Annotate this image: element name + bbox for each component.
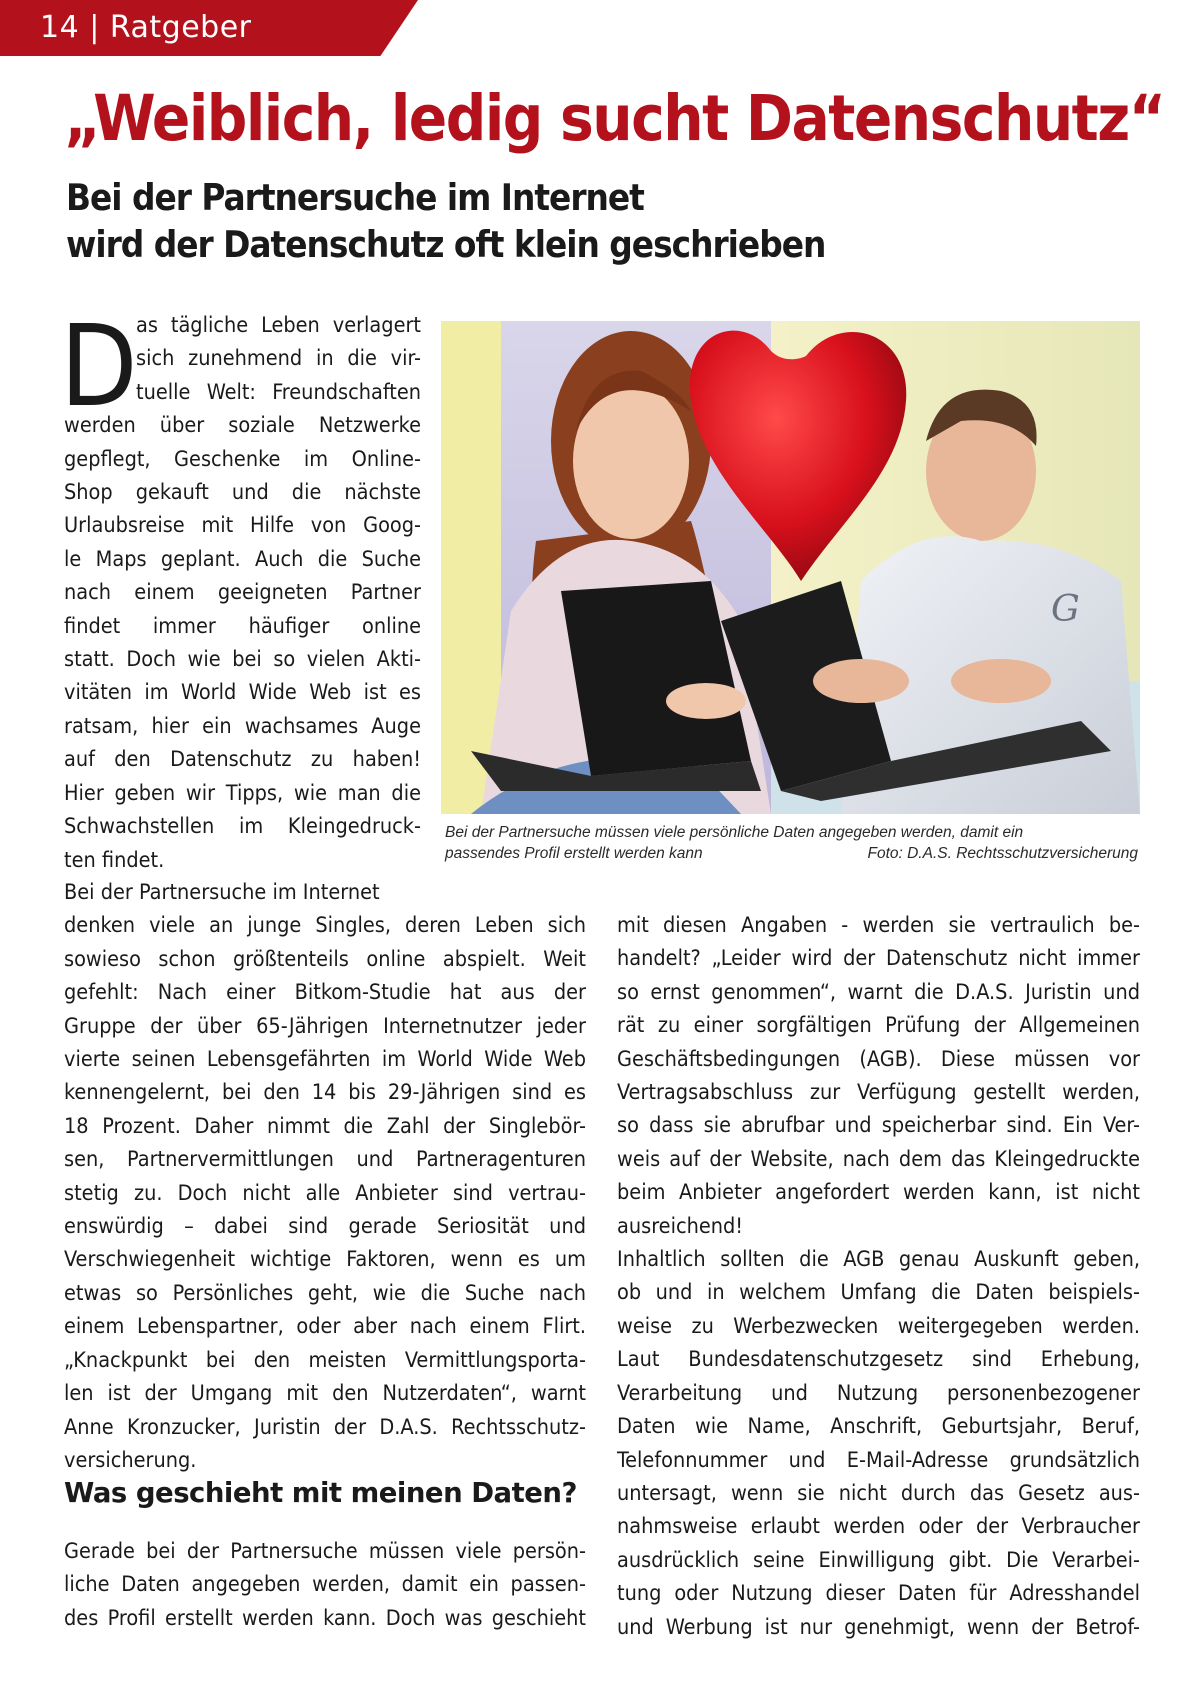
- intro-column: [60, 302, 421, 877]
- article-headline: „Weiblich, ledig sucht Datenschutz“: [64, 82, 1165, 155]
- body-line: gefehlt: Nach einer Bitkom-Studie hat aus der: [64, 980, 586, 1006]
- body-line: ausreichend!: [617, 1213, 744, 1239]
- body-line: versicherung.: [64, 1447, 197, 1473]
- caption-line: Bei der Partnersuche müssen viele persönliche Daten angegeben werden, damit ein: [445, 824, 1024, 841]
- intro-line: tuelle Welt: Freundschaften: [136, 379, 421, 405]
- body-line: untersagt, wenn sie nicht durch das Gesetz aus-: [617, 1480, 1140, 1506]
- subhead-line: Bei der Partnersuche im Internet: [66, 176, 644, 219]
- body-line: Verarbeitung und Nutzung personenbezogener: [617, 1380, 1140, 1406]
- body-line: mit diesen Angaben - werden sie vertraulich be-: [617, 913, 1140, 938]
- left-column: [64, 876, 586, 1477]
- photo-credit: Foto: D.A.S. Rechtsschutzversicherung: [867, 845, 1138, 862]
- body-line: stetig zu. Doch nicht alle Anbieter sind vertrau-: [64, 1180, 586, 1206]
- article-photo: [441, 321, 1140, 814]
- caption-text: passendes Profil erstellt werden kann: [445, 845, 703, 862]
- body-line: tung oder Nutzung dieser Daten für Adresshandel: [617, 1581, 1140, 1607]
- intro-line: findet immer häufiger online: [64, 613, 421, 639]
- subhead-line: wird der Datenschutz oft klein geschrieben: [66, 223, 826, 267]
- intro-line: nach einem geeigneten Partner: [64, 580, 421, 606]
- section-column: [64, 1535, 586, 1635]
- body-line: Anne Kronzucker, Juristin der D.A.S. Rechtsschutz-: [64, 1414, 586, 1440]
- body-line: beim Anbieter angefordert werden kann, ist nicht: [617, 1180, 1140, 1206]
- body-line: Gruppe der über 65-Jährigen Internetnutzer jeder: [64, 1013, 586, 1039]
- intro-line: Urlaubsreise mit Hilfe von Goog-: [64, 513, 421, 539]
- body-line: einem Lebenspartner, oder aber nach einem Flirt.: [64, 1314, 586, 1340]
- body-line: ausdrücklich seine Einwilligung gibt. Die Verarbei-: [617, 1547, 1140, 1573]
- intro-line: ratsam, hier ein wachsames Auge: [64, 713, 421, 739]
- drop-cap: D: [60, 302, 138, 432]
- body-line: Telefonnummer und E-Mail-Adresse grundsätzlich: [617, 1447, 1140, 1473]
- body-line: des Profil erstellt werden kann. Doch was geschieht: [64, 1605, 586, 1631]
- body-line: liche Daten angegeben werden, damit ein passen-: [64, 1572, 586, 1598]
- caption-line: [445, 843, 1138, 864]
- couple-laptops-photo-illustration: [441, 321, 1140, 814]
- body-line: denken viele an junge Singles, deren Leben sich: [64, 913, 586, 939]
- body-line: Gerade bei der Partnersuche müssen viele persön-: [64, 1539, 586, 1564]
- right-column: [617, 909, 1140, 1644]
- body-line: nahmsweise erlaubt werden oder der Verbraucher: [617, 1514, 1140, 1540]
- body-line: len ist der Umgang mit den Nutzerdaten“, warnt: [64, 1381, 586, 1407]
- body-line: weis auf der Website, nach dem das Kleingedruckte: [617, 1146, 1140, 1172]
- intro-line: werden über soziale Netzwerke: [64, 413, 421, 439]
- article-subhead: [66, 174, 966, 269]
- body-line: sen, Partnervermittlungen und Partneragenturen: [64, 1147, 586, 1173]
- intro-line: ten findet.: [64, 847, 165, 873]
- body-line: enswürdig – dabei sind gerade Seriosität und: [64, 1214, 586, 1240]
- body-line: vierte seinen Lebensgefährten im World Wide Web: [64, 1047, 586, 1073]
- intro-line: sich zunehmend in die vir-: [136, 346, 421, 372]
- body-line: Inhaltlich sollten die AGB genau Auskunft geben,: [617, 1247, 1140, 1273]
- intro-line: Schwachstellen im Kleingedruck-: [64, 814, 421, 840]
- shirt-monogram: G: [1051, 589, 1080, 630]
- intro-line: as tägliche Leben verlagert: [136, 313, 421, 338]
- body-line: so dass sie abrufbar und speicherbar sind. Ein Ver-: [617, 1113, 1140, 1139]
- photo-caption: [445, 822, 1138, 864]
- intro-line: le Maps geplant. Auch die Suche: [64, 546, 421, 572]
- intro-line: vitäten im World Wide Web ist es: [64, 680, 421, 706]
- body-line: Verschwiegenheit wichtige Faktoren, wenn es um: [64, 1247, 586, 1273]
- body-line: weise zu Werbezwecken weitergegeben werden.: [617, 1313, 1140, 1339]
- body-line: Daten wie Name, Anschrift, Geburtsjahr, Beruf,: [617, 1414, 1140, 1440]
- body-line: ob und in welchem Umfang die Daten beispiels-: [617, 1280, 1140, 1306]
- body-line: so ernst genommen“, warnt die D.A.S. Juristin und: [617, 979, 1140, 1005]
- body-line: 18 Prozent. Daher nimmt die Zahl der Singlebör-: [64, 1113, 586, 1139]
- body-line: Laut Bundesdatenschutzgesetz sind Erhebung,: [617, 1347, 1140, 1373]
- body-line: und Werbung ist nur genehmigt, wenn der Betrof-: [617, 1614, 1140, 1640]
- intro-line: gepflegt, Geschenke im Online-: [64, 446, 421, 472]
- body-line: „Knackpunkt bei den meisten Vermittlungsporta-: [64, 1347, 586, 1373]
- body-line: Bei der Partnersuche im Internet: [64, 880, 380, 905]
- body-line: rät zu einer sorgfältigen Prüfung der Allgemeinen: [617, 1013, 1140, 1039]
- body-line: sowieso schon größtenteils online abspielt. Weit: [64, 946, 586, 972]
- body-line: Geschäftsbedingungen (AGB). Diese müssen vor: [617, 1046, 1140, 1072]
- section-label: 14 | Ratgeber: [40, 10, 252, 45]
- intro-line: Hier geben wir Tipps, wie man die: [64, 780, 421, 806]
- intro-line: Shop gekauft und die nächste: [64, 480, 421, 506]
- intro-line: auf den Datenschutz zu haben!: [64, 747, 421, 773]
- body-line: handelt? „Leider wird der Datenschutz nicht immer: [617, 946, 1140, 972]
- body-line: Vertragsabschluss zur Verfügung gestellt werden,: [617, 1080, 1140, 1106]
- body-line: etwas so Persönliches geht, wie die Suche nach: [64, 1280, 586, 1306]
- intro-line: statt. Doch wie bei so vielen Akti-: [64, 647, 421, 673]
- section-heading: Was geschieht mit meinen Daten?: [64, 1477, 577, 1509]
- body-line: kennengelernt, bei den 14 bis 29-Jährigen sind es: [64, 1080, 586, 1106]
